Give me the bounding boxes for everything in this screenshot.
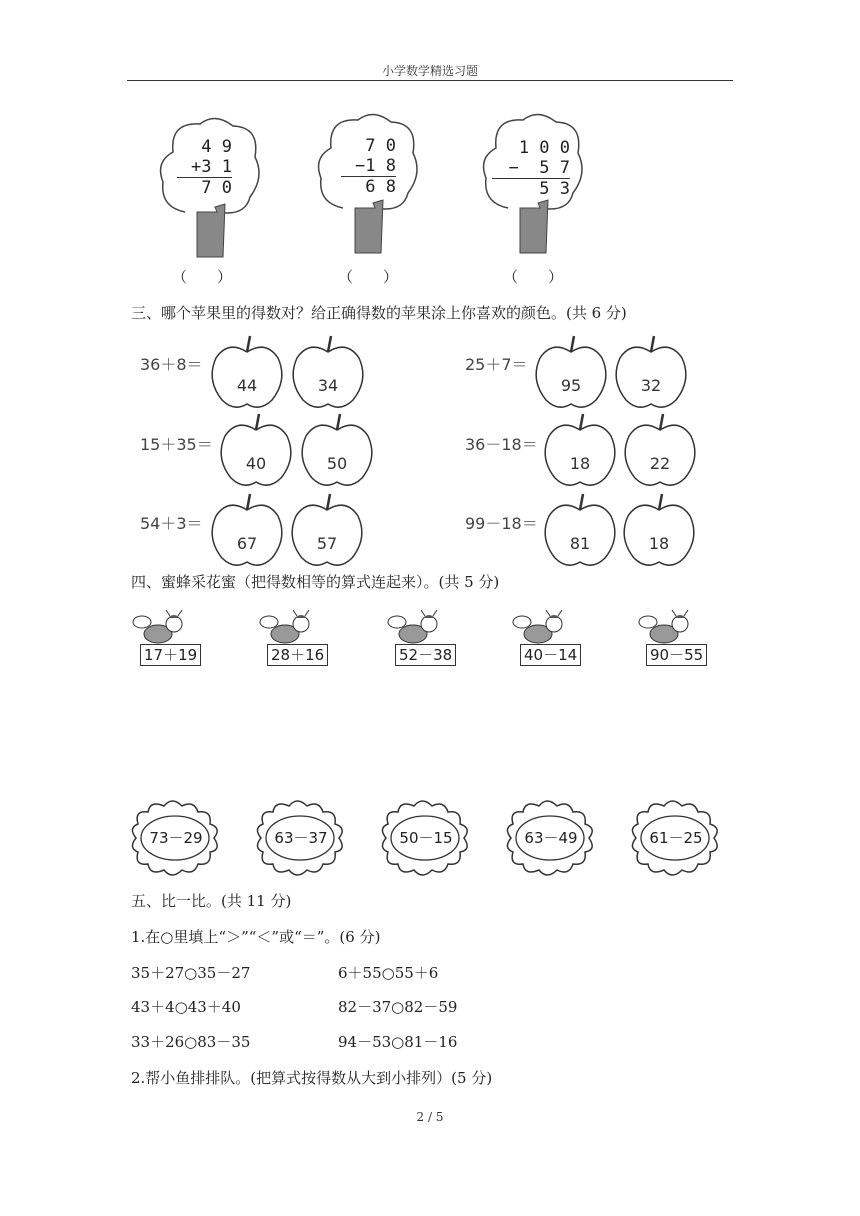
apple-answer[interactable]: 40 (217, 408, 295, 488)
tree-result: 5 3 (539, 179, 570, 199)
tree-result: 6 8 (365, 177, 396, 197)
tree-2 (313, 108, 423, 258)
question-2: 2.帮小鱼排排队。(把算式按得数从大到小排列）(5 分) (131, 1069, 493, 1087)
section3-title: 三、哪个苹果里的得数对？给正确得数的苹果涂上你喜欢的颜色。(共 6 分) (131, 304, 627, 322)
tree-bottom-number: 1 8 (365, 156, 396, 176)
apple-answer[interactable]: 57 (288, 488, 366, 568)
apple-equation: 36－18＝ (465, 435, 538, 454)
bee-card[interactable]: 90－55 (634, 610, 714, 670)
tree-3 (478, 108, 588, 258)
flower-card[interactable]: 63－37 (253, 798, 349, 878)
bee-card[interactable]: 28＋16 (255, 610, 335, 670)
flower-card[interactable]: 61－25 (628, 798, 724, 878)
apple-icon (288, 488, 366, 568)
header-divider (127, 80, 733, 81)
apple-icon (612, 330, 690, 410)
tree-operator: − (508, 158, 519, 178)
flower-card[interactable]: 73－29 (128, 798, 224, 878)
answer-paren-2[interactable]: （ ） (338, 268, 399, 286)
compare-item[interactable]: 94－53○81－16 (338, 1033, 458, 1051)
answer-paren-1[interactable]: （ ） (172, 268, 233, 286)
tree-top-number: 4 9 (201, 137, 232, 157)
section5-title: 五、比一比。(共 11 分) (131, 892, 292, 910)
compare-item[interactable]: 6＋55○55＋6 (338, 964, 439, 982)
apple-answer[interactable]: 22 (621, 408, 699, 488)
apple-icon (217, 408, 295, 488)
answer-paren-3[interactable]: （ ） (503, 268, 564, 286)
apple-answer[interactable]: 67 (208, 488, 286, 568)
apple-answer[interactable]: 50 (298, 408, 376, 488)
apple-answer[interactable]: 34 (289, 330, 367, 410)
question-1: 1.在○里填上“＞”“＜”或“＝”。(6 分) (131, 928, 381, 946)
tree-bottom-number: 5 7 (539, 158, 570, 178)
apple-equation: 25＋7＝ (465, 355, 528, 374)
apple-answer[interactable]: 18 (541, 408, 619, 488)
section4-title: 四、蜜蜂采花蜜（把得数相等的算式连起来）。(共 5 分) (131, 573, 500, 591)
compare-item[interactable]: 82－37○82－59 (338, 998, 458, 1016)
apple-icon (541, 488, 619, 568)
apple-equation: 15＋35＝ (140, 435, 213, 454)
apple-icon (620, 488, 698, 568)
compare-item[interactable]: 33＋26○83－35 (131, 1033, 251, 1051)
page-header: 小学数学精选习题 (381, 64, 478, 78)
flower-card[interactable]: 63－49 (503, 798, 599, 878)
flower-card[interactable]: 50－15 (378, 798, 474, 878)
compare-item[interactable]: 35＋27○35－27 (131, 964, 251, 982)
apple-answer[interactable]: 44 (208, 330, 286, 410)
apple-equation: 54＋3＝ (140, 514, 203, 533)
apple-icon (289, 330, 367, 410)
bee-card[interactable]: 52－38 (383, 610, 463, 670)
apple-answer[interactable]: 81 (541, 488, 619, 568)
apple-icon (208, 330, 286, 410)
apple-equation: 99－18＝ (465, 514, 538, 533)
apple-answer[interactable]: 32 (612, 330, 690, 410)
apple-icon (621, 408, 699, 488)
apple-answer[interactable]: 95 (532, 330, 610, 410)
tree-1 (155, 112, 265, 262)
apple-icon (541, 408, 619, 488)
apple-equation: 36＋8＝ (140, 355, 203, 374)
apple-answer[interactable]: 18 (620, 488, 698, 568)
bee-card[interactable]: 17＋19 (128, 610, 208, 670)
tree-bottom-number: 3 1 (201, 157, 232, 177)
apple-icon (532, 330, 610, 410)
apple-icon (208, 488, 286, 568)
bee-card[interactable]: 40－14 (508, 610, 588, 670)
tree-result: 7 0 (201, 178, 232, 198)
page-number: 2 / 5 (416, 1110, 444, 1124)
tree-operator: − (355, 156, 366, 176)
tree-top-number: 7 0 (365, 136, 396, 156)
tree-top-number: 1 0 0 (518, 138, 570, 158)
tree-operator: + (191, 157, 202, 177)
compare-item[interactable]: 43＋4○43＋40 (131, 998, 241, 1016)
apple-icon (298, 408, 376, 488)
